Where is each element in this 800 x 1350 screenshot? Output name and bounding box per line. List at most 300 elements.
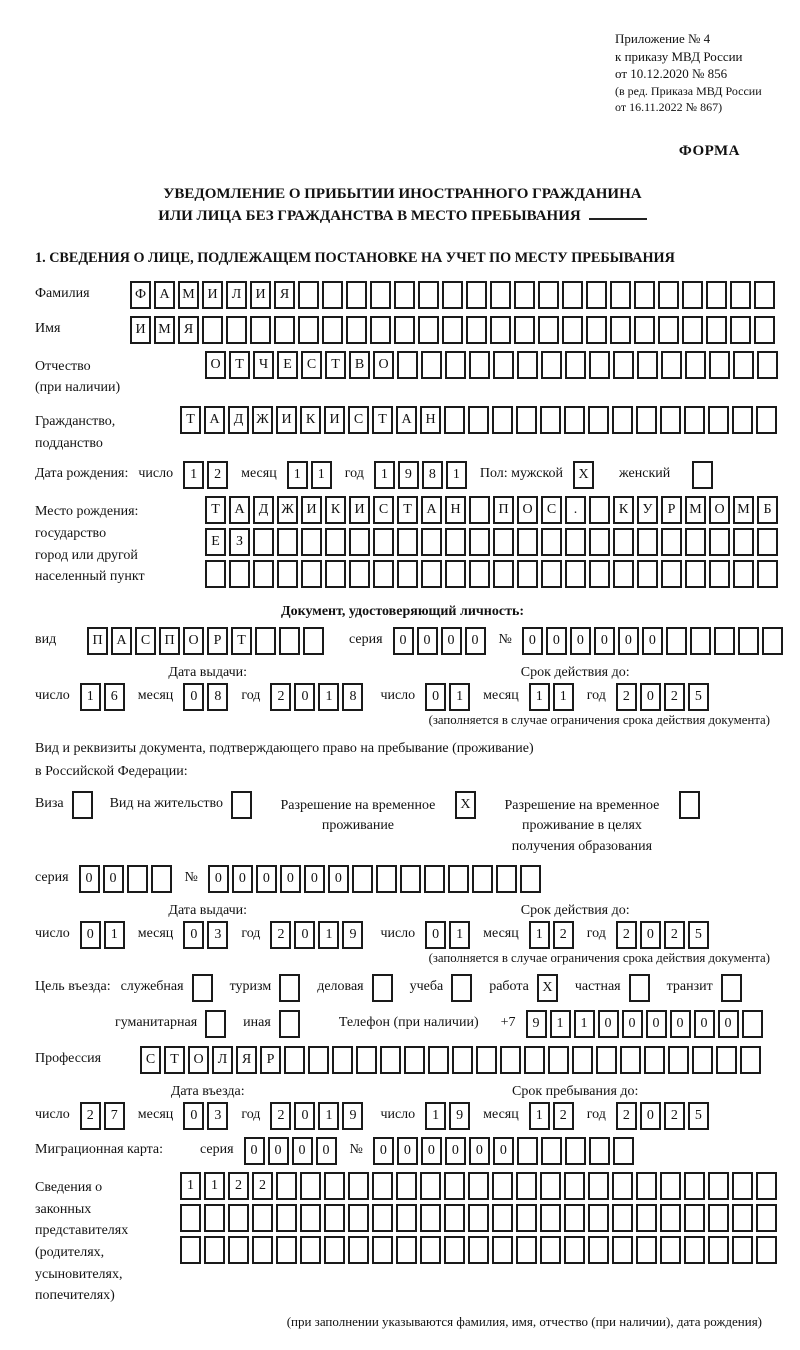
grid-cell bbox=[708, 1204, 729, 1232]
grid-cell: У bbox=[637, 496, 658, 524]
grid-cell bbox=[742, 1010, 763, 1038]
grid-cell bbox=[514, 281, 535, 309]
birth-month-cells[interactable] bbox=[287, 461, 335, 489]
grid-cell: С bbox=[373, 496, 394, 524]
grid-cell: 1 bbox=[287, 461, 308, 489]
grid-cell bbox=[548, 1046, 569, 1074]
stay-until-group: число 1 9 месяц 1 2 год 2 0 2 5 bbox=[380, 1102, 770, 1130]
grid-cell bbox=[490, 316, 511, 344]
grid-cell: 0 bbox=[183, 683, 204, 711]
grid-cell bbox=[541, 560, 562, 588]
grid-cell: И bbox=[202, 281, 223, 309]
grid-cell bbox=[469, 351, 490, 379]
grid-cell bbox=[444, 1172, 465, 1200]
appendix-line: Приложение № 4 bbox=[615, 31, 711, 46]
grid-cell: 0 bbox=[232, 865, 253, 893]
grid-cell: 2 bbox=[270, 921, 291, 949]
appendix-line: к приказу МВД России bbox=[615, 48, 743, 64]
grid-cell bbox=[730, 281, 751, 309]
grid-cell bbox=[301, 560, 322, 588]
stay-month-cells[interactable] bbox=[529, 1102, 577, 1130]
grid-cell bbox=[517, 351, 538, 379]
grid-cell: П bbox=[87, 627, 108, 655]
option-residence-permit: Вид на жительство bbox=[110, 791, 255, 819]
grid-cell bbox=[540, 1204, 561, 1232]
grid-cell: М bbox=[685, 496, 706, 524]
grid-cell: О bbox=[517, 496, 538, 524]
title-line-2: ИЛИ ЛИЦА БЕЗ ГРАЖДАНСТВА В МЕСТО ПРЕБЫВАНИЯ bbox=[35, 206, 770, 228]
grid-cell: 0 bbox=[546, 627, 567, 655]
grid-cell bbox=[708, 1172, 729, 1200]
grid-cell: Ч bbox=[253, 351, 274, 379]
grid-cell bbox=[420, 1204, 441, 1232]
grid-cell bbox=[541, 351, 562, 379]
birth-day-cells[interactable] bbox=[183, 461, 231, 489]
grid-cell bbox=[588, 1204, 609, 1232]
gender-female-checkbox[interactable] bbox=[692, 461, 716, 489]
grid-cell bbox=[322, 281, 343, 309]
grid-cell: 0 bbox=[425, 683, 446, 711]
purpose-other-checkbox[interactable] bbox=[279, 1010, 303, 1038]
migration-series-cells[interactable] bbox=[244, 1137, 340, 1165]
grid-cell bbox=[706, 281, 727, 309]
grid-cell bbox=[661, 528, 682, 556]
validity-note: (заполняется в случае ограничения срока действия документа) bbox=[428, 713, 770, 728]
day-label: число bbox=[138, 466, 174, 482]
grid-cell: 0 bbox=[640, 1102, 661, 1130]
grid-cell: И bbox=[276, 406, 297, 434]
doc-series-label: серия bbox=[349, 632, 383, 648]
grid-cell bbox=[684, 406, 705, 434]
grid-cell bbox=[685, 528, 706, 556]
phone-label: Телефон (при наличии) bbox=[338, 1014, 479, 1030]
grid-cell bbox=[682, 316, 703, 344]
grid-cell: Т bbox=[180, 406, 201, 434]
grid-cell: 5 bbox=[688, 921, 709, 949]
grid-cell: 2 bbox=[664, 683, 685, 711]
profession-cells[interactable] bbox=[140, 1046, 764, 1074]
option-temp-residence: Разрешение на временное проживание X bbox=[269, 791, 479, 837]
grid-cell bbox=[516, 1172, 537, 1200]
grid-cell bbox=[658, 281, 679, 309]
grid-cell: 1 bbox=[529, 683, 550, 711]
grid-cell bbox=[276, 1204, 297, 1232]
grid-cell bbox=[372, 1172, 393, 1200]
grid-cell: . bbox=[565, 496, 586, 524]
grid-cell: 5 bbox=[688, 683, 709, 711]
grid-cell: Т bbox=[397, 496, 418, 524]
entry-dates bbox=[35, 1084, 770, 1130]
grid-cell: 0 bbox=[598, 1010, 619, 1038]
temp-residence-checkbox[interactable] bbox=[455, 791, 479, 819]
grid-cell bbox=[284, 1046, 305, 1074]
grid-cell: 0 bbox=[718, 1010, 739, 1038]
representatives-cells-3[interactable] bbox=[180, 1236, 780, 1264]
grid-cell bbox=[400, 865, 421, 893]
phone-prefix: +7 bbox=[500, 1014, 516, 1030]
grid-cell bbox=[740, 1046, 761, 1074]
grid-cell: 0 bbox=[80, 921, 101, 949]
grid-cell: С bbox=[348, 406, 369, 434]
issue-month-cells[interactable] bbox=[183, 683, 231, 711]
grid-cell bbox=[634, 316, 655, 344]
grid-cell: 0 bbox=[694, 1010, 715, 1038]
grid-cell: 0 bbox=[183, 921, 204, 949]
visa-checkbox[interactable] bbox=[72, 791, 96, 819]
birthplace-cells-3[interactable] bbox=[205, 560, 781, 588]
grid-cell bbox=[637, 528, 658, 556]
grid-cell bbox=[348, 1172, 369, 1200]
grid-cell: О bbox=[183, 627, 204, 655]
grid-cell: Т bbox=[229, 351, 250, 379]
grid-cell: А bbox=[421, 496, 442, 524]
purpose-official-checkbox[interactable] bbox=[192, 974, 216, 1002]
grid-cell: 1 bbox=[180, 1172, 201, 1200]
grid-cell bbox=[612, 406, 633, 434]
purpose-study-checkbox[interactable] bbox=[451, 974, 475, 1002]
stay-year-cells[interactable] bbox=[616, 1102, 712, 1130]
grid-cell: И bbox=[130, 316, 151, 344]
doc-type-label: вид bbox=[35, 632, 57, 648]
grid-cell: 2 bbox=[270, 1102, 291, 1130]
grid-cell: 9 bbox=[449, 1102, 470, 1130]
entry-day-cells[interactable] bbox=[80, 1102, 128, 1130]
grid-cell: 0 bbox=[640, 921, 661, 949]
grid-cell bbox=[346, 316, 367, 344]
grid-cell: 1 bbox=[183, 461, 204, 489]
grid-cell bbox=[468, 1204, 489, 1232]
grid-cell: 3 bbox=[207, 921, 228, 949]
grid-cell bbox=[418, 316, 439, 344]
grid-cell: 0 bbox=[642, 627, 663, 655]
name-label: Имя bbox=[35, 320, 61, 336]
grid-cell: К bbox=[613, 496, 634, 524]
grid-cell bbox=[588, 1172, 609, 1200]
grid-cell bbox=[708, 1236, 729, 1264]
grid-cell bbox=[228, 1204, 249, 1232]
purpose-transit-checkbox[interactable] bbox=[721, 974, 745, 1002]
grid-cell: Ж bbox=[277, 496, 298, 524]
grid-cell: 2 bbox=[228, 1172, 249, 1200]
grid-cell bbox=[373, 528, 394, 556]
grid-cell: П bbox=[159, 627, 180, 655]
grid-cell bbox=[520, 865, 541, 893]
surname-label: Фамилия bbox=[35, 285, 90, 301]
grid-cell: Ф bbox=[130, 281, 151, 309]
issue-date-header: Дата выдачи: bbox=[168, 665, 248, 681]
grid-cell: О bbox=[205, 351, 226, 379]
birthdate-row bbox=[35, 461, 770, 489]
grid-cell bbox=[397, 560, 418, 588]
grid-cell: 0 bbox=[417, 627, 438, 655]
grid-cell: 0 bbox=[493, 1137, 514, 1165]
purpose-business-checkbox[interactable] bbox=[372, 974, 396, 1002]
grid-cell bbox=[397, 351, 418, 379]
grid-cell bbox=[396, 1172, 417, 1200]
grid-cell bbox=[253, 528, 274, 556]
issue-year-cells[interactable] bbox=[270, 683, 366, 711]
grid-cell bbox=[637, 560, 658, 588]
grid-cell bbox=[589, 496, 610, 524]
grid-cell bbox=[372, 1204, 393, 1232]
grid-cell bbox=[756, 1236, 777, 1264]
grid-cell bbox=[540, 406, 561, 434]
grid-cell: 1 bbox=[318, 921, 339, 949]
grid-cell: А bbox=[396, 406, 417, 434]
grid-cell: И bbox=[349, 496, 370, 524]
grid-cell bbox=[685, 560, 706, 588]
grid-cell: 2 bbox=[270, 683, 291, 711]
grid-cell bbox=[496, 865, 517, 893]
grid-cell bbox=[562, 281, 583, 309]
grid-cell bbox=[516, 1204, 537, 1232]
grid-cell bbox=[716, 1046, 737, 1074]
grid-cell: О bbox=[709, 496, 730, 524]
birth-year-cells[interactable] bbox=[374, 461, 470, 489]
purpose-work-checkbox[interactable] bbox=[537, 974, 561, 1002]
residence-valid-year-cells[interactable] bbox=[616, 921, 712, 949]
grid-cell: С bbox=[135, 627, 156, 655]
grid-cell: Ж bbox=[252, 406, 273, 434]
grid-cell: 5 bbox=[688, 1102, 709, 1130]
grid-cell bbox=[492, 1172, 513, 1200]
residence-issue-month-cells[interactable] bbox=[183, 921, 231, 949]
grid-cell: 1 bbox=[446, 461, 467, 489]
grid-cell bbox=[732, 406, 753, 434]
residence-valid-day-cells[interactable] bbox=[425, 921, 473, 949]
grid-cell bbox=[538, 281, 559, 309]
grid-cell bbox=[500, 1046, 521, 1074]
patronymic-label: Отчество (при наличии) bbox=[35, 358, 121, 396]
migration-number-cells[interactable] bbox=[373, 1137, 637, 1165]
grid-cell bbox=[666, 627, 687, 655]
grid-cell bbox=[468, 406, 489, 434]
grid-cell: Л bbox=[226, 281, 247, 309]
revision-line: от 16.11.2022 № 867) bbox=[615, 99, 723, 114]
grid-cell: 9 bbox=[526, 1010, 547, 1038]
grid-cell bbox=[228, 1236, 249, 1264]
gender-female-label: женский bbox=[619, 466, 671, 482]
stay-day-cells[interactable] bbox=[425, 1102, 473, 1130]
grid-cell: 0 bbox=[294, 1102, 315, 1130]
gender-male-checkbox[interactable] bbox=[573, 461, 597, 489]
grid-cell bbox=[610, 316, 631, 344]
grid-cell: О bbox=[373, 351, 394, 379]
grid-cell: 2 bbox=[616, 683, 637, 711]
grid-cell: 0 bbox=[208, 865, 229, 893]
grid-cell bbox=[492, 1236, 513, 1264]
grid-cell bbox=[204, 1204, 225, 1232]
grid-cell: X bbox=[537, 974, 558, 1002]
grid-cell: 0 bbox=[618, 627, 639, 655]
grid-cell bbox=[660, 406, 681, 434]
purpose-tourism-checkbox[interactable] bbox=[279, 974, 303, 1002]
grid-cell bbox=[428, 1046, 449, 1074]
representatives-cells-2[interactable] bbox=[180, 1204, 780, 1232]
patronymic-row bbox=[35, 351, 770, 399]
grid-cell bbox=[442, 316, 463, 344]
grid-cell: 2 bbox=[553, 921, 574, 949]
name-cells[interactable] bbox=[130, 316, 778, 344]
grid-cell: Т bbox=[372, 406, 393, 434]
grid-cell: 0 bbox=[670, 1010, 691, 1038]
doc-series-cells[interactable] bbox=[393, 627, 489, 655]
grid-cell: 0 bbox=[244, 1137, 265, 1165]
temp-residence-education-checkbox[interactable] bbox=[679, 791, 703, 819]
grid-cell: Я bbox=[274, 281, 295, 309]
grid-cell bbox=[444, 1236, 465, 1264]
doc-type-cells[interactable] bbox=[87, 627, 327, 655]
stay-until-header: Срок пребывания до: bbox=[511, 1083, 639, 1099]
grid-cell: 1 bbox=[311, 461, 332, 489]
residence-issue-year-cells[interactable] bbox=[270, 921, 366, 949]
grid-cell bbox=[298, 316, 319, 344]
citizenship-cells[interactable] bbox=[180, 406, 780, 434]
citizenship-label: Гражданство, подданство bbox=[35, 413, 116, 451]
grid-cell bbox=[756, 406, 777, 434]
visit-purpose-label: Цель въезда: bbox=[35, 978, 111, 994]
grid-cell bbox=[352, 865, 373, 893]
grid-cell bbox=[370, 316, 391, 344]
grid-cell bbox=[588, 406, 609, 434]
entry-month-cells[interactable] bbox=[183, 1102, 231, 1130]
grid-cell bbox=[708, 406, 729, 434]
grid-cell: 1 bbox=[425, 1102, 446, 1130]
grid-cell bbox=[493, 351, 514, 379]
grid-cell bbox=[524, 1046, 545, 1074]
valid-day-cells[interactable] bbox=[425, 683, 473, 711]
birthplace-label: Место рождения: государство город или другой населенный пункт bbox=[35, 504, 145, 585]
grid-cell bbox=[469, 528, 490, 556]
citizenship-row bbox=[35, 406, 770, 454]
grid-cell: 0 bbox=[594, 627, 615, 655]
grid-cell bbox=[589, 560, 610, 588]
issue-day-cells[interactable] bbox=[80, 683, 128, 711]
grid-cell: 2 bbox=[664, 1102, 685, 1130]
grid-cell bbox=[325, 560, 346, 588]
grid-cell bbox=[476, 1046, 497, 1074]
valid-year-cells[interactable] bbox=[616, 683, 712, 711]
residence-number-cells[interactable] bbox=[208, 865, 544, 893]
grid-cell: А bbox=[229, 496, 250, 524]
grid-cell bbox=[660, 1204, 681, 1232]
birthplace-cells-1[interactable] bbox=[205, 496, 781, 524]
residence-valid-month-cells[interactable] bbox=[529, 921, 577, 949]
grid-cell: 2 bbox=[207, 461, 228, 489]
grid-cell bbox=[636, 1172, 657, 1200]
grid-cell: 8 bbox=[422, 461, 443, 489]
grid-cell: 3 bbox=[207, 1102, 228, 1130]
grid-cell: Р bbox=[661, 496, 682, 524]
entry-year-cells[interactable] bbox=[270, 1102, 366, 1130]
doc-number-label: № bbox=[498, 632, 512, 648]
grid-cell bbox=[348, 1236, 369, 1264]
grid-cell bbox=[565, 1137, 586, 1165]
grid-cell bbox=[492, 406, 513, 434]
grid-cell: 9 bbox=[342, 1102, 363, 1130]
grid-cell bbox=[300, 1204, 321, 1232]
appendix-line: от 10.12.2020 № 856 bbox=[615, 66, 728, 82]
grid-cell: 0 bbox=[316, 1137, 337, 1165]
grid-cell bbox=[517, 560, 538, 588]
residence-permit-checkbox[interactable] bbox=[231, 791, 255, 819]
grid-cell bbox=[517, 528, 538, 556]
grid-cell bbox=[493, 528, 514, 556]
grid-cell: С bbox=[140, 1046, 161, 1074]
patronymic-cells[interactable] bbox=[205, 351, 781, 379]
grid-cell bbox=[277, 528, 298, 556]
grid-cell bbox=[732, 1204, 753, 1232]
visit-purpose-row: Цель въезда: служебная туризм деловая учеба работа X частная транзит bbox=[35, 974, 770, 1002]
grid-cell bbox=[466, 281, 487, 309]
doc-number-cells[interactable] bbox=[522, 627, 786, 655]
grid-cell: 0 bbox=[280, 865, 301, 893]
birthplace-row bbox=[35, 496, 770, 592]
grid-cell: 0 bbox=[393, 627, 414, 655]
grid-cell bbox=[451, 974, 472, 1002]
page-title bbox=[35, 184, 770, 228]
grid-cell bbox=[396, 1204, 417, 1232]
grid-cell: 0 bbox=[425, 921, 446, 949]
grid-cell bbox=[613, 528, 634, 556]
grid-cell: А bbox=[154, 281, 175, 309]
birthplace-cells-2[interactable] bbox=[205, 528, 781, 556]
representatives-note: (при заполнении указываются фамилия, имя, отчество (при наличии), дата рождения) bbox=[286, 1314, 762, 1330]
grid-cell bbox=[180, 1236, 201, 1264]
valid-month-cells[interactable] bbox=[529, 683, 577, 711]
grid-cell bbox=[754, 316, 775, 344]
migration-card-row: Миграционная карта: серия 0 0 0 0 № 0 0 0 0 0 0 bbox=[35, 1137, 770, 1165]
grid-cell bbox=[322, 316, 343, 344]
grid-cell: 1 bbox=[449, 683, 470, 711]
grid-cell bbox=[469, 560, 490, 588]
surname-row bbox=[35, 281, 770, 309]
purpose-humanitarian-checkbox[interactable] bbox=[205, 1010, 229, 1038]
grid-cell bbox=[565, 351, 586, 379]
grid-cell bbox=[564, 406, 585, 434]
residence-series-cells[interactable] bbox=[79, 865, 175, 893]
grid-cell bbox=[324, 1172, 345, 1200]
month-label: месяц bbox=[241, 466, 277, 482]
grid-cell bbox=[421, 560, 442, 588]
grid-cell bbox=[613, 560, 634, 588]
grid-cell bbox=[372, 1236, 393, 1264]
phone-cells[interactable] bbox=[526, 1010, 766, 1038]
grid-cell: 0 bbox=[522, 627, 543, 655]
representatives-cells-1[interactable] bbox=[180, 1172, 780, 1200]
grid-cell bbox=[492, 1204, 513, 1232]
grid-cell: 1 bbox=[574, 1010, 595, 1038]
grid-cell bbox=[192, 974, 213, 1002]
grid-cell: 1 bbox=[449, 921, 470, 949]
grid-cell: 1 bbox=[104, 921, 125, 949]
grid-cell: К bbox=[300, 406, 321, 434]
grid-cell: 6 bbox=[104, 683, 125, 711]
profession-row bbox=[35, 1046, 770, 1074]
grid-cell bbox=[300, 1172, 321, 1200]
residence-issue-day-cells[interactable] bbox=[80, 921, 128, 949]
grid-cell bbox=[127, 865, 148, 893]
grid-cell bbox=[757, 351, 778, 379]
grid-cell bbox=[324, 1204, 345, 1232]
grid-cell bbox=[636, 1236, 657, 1264]
grid-cell: М bbox=[178, 281, 199, 309]
grid-cell bbox=[445, 528, 466, 556]
grid-cell bbox=[757, 528, 778, 556]
purpose-private-checkbox[interactable] bbox=[629, 974, 653, 1002]
surname-cells[interactable] bbox=[130, 281, 778, 309]
grid-cell bbox=[279, 627, 300, 655]
